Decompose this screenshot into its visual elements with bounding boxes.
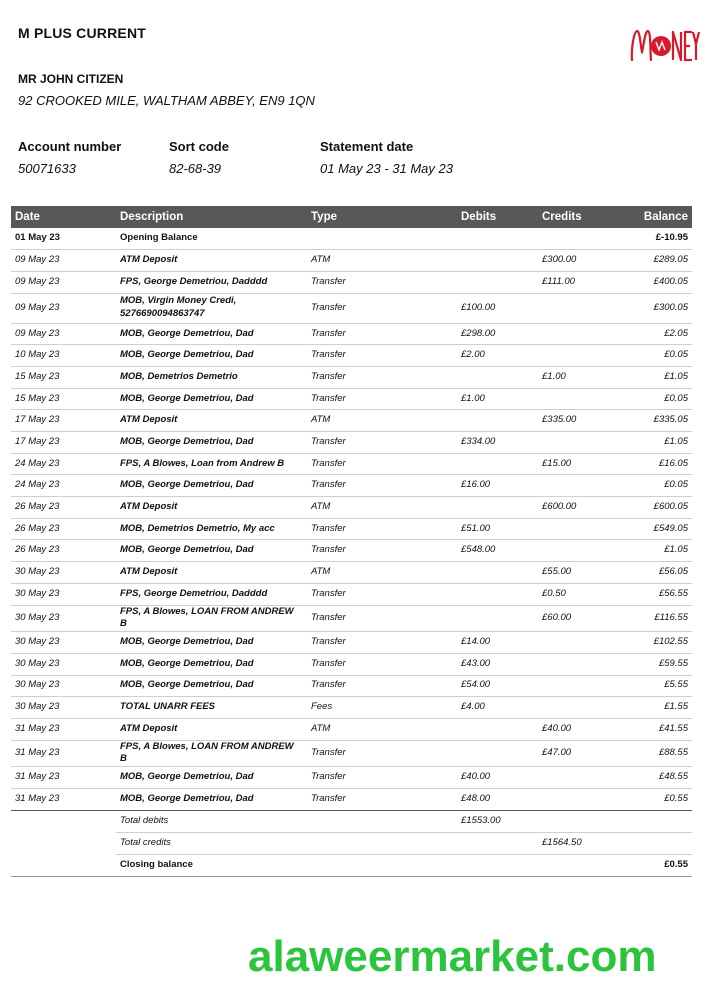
transaction-debit: [457, 740, 538, 767]
total-debits-label: Total debits: [116, 810, 307, 832]
transaction-balance: £0.55: [619, 788, 692, 810]
transaction-type: Transfer: [307, 518, 457, 540]
total-credits-label: Total credits: [116, 832, 307, 854]
transaction-date: 31 May 23: [11, 718, 116, 740]
transaction-credit: [538, 675, 619, 697]
transaction-description: FPS, George Demetriou, Dadddd: [116, 583, 307, 605]
transaction-balance: £335.05: [619, 410, 692, 432]
transaction-type: Transfer: [307, 540, 457, 562]
transaction-type: Transfer: [307, 453, 457, 475]
transaction-description: MOB, George Demetriou, Dad: [116, 323, 307, 345]
transaction-type: Transfer: [307, 432, 457, 454]
transaction-credit: £55.00: [538, 562, 619, 584]
transaction-debit: [457, 605, 538, 632]
transaction-credit: £0.50: [538, 583, 619, 605]
table-row: [11, 345, 692, 367]
total-credits-row: [11, 832, 692, 854]
transaction-date: 30 May 23: [11, 675, 116, 697]
virgin-money-logo: [628, 20, 700, 66]
transaction-debit: £54.00: [457, 675, 538, 697]
transaction-type: ATM: [307, 497, 457, 519]
sort-code-value: 82-68-39: [169, 161, 222, 176]
closing-balance-value: £0.55: [619, 854, 692, 876]
table-row: [11, 540, 692, 562]
closing-balance-row: [11, 854, 692, 876]
product-name: M PLUS CURRENT: [18, 25, 147, 41]
transaction-type: Transfer: [307, 388, 457, 410]
transaction-credit: [538, 388, 619, 410]
sort-code-label: Sort code: [169, 139, 229, 154]
table-row: [11, 718, 692, 740]
transaction-debit: [457, 497, 538, 519]
opening-date: 01 May 23: [11, 228, 116, 250]
transaction-balance: £5.55: [619, 675, 692, 697]
account-holder-name: MR JOHN CITIZEN: [18, 72, 124, 86]
transaction-description: FPS, A Blowes, LOAN FROM ANDREW B: [116, 605, 307, 632]
transaction-date: 30 May 23: [11, 583, 116, 605]
transaction-type: Transfer: [307, 653, 457, 675]
transaction-description: ATM Deposit: [116, 250, 307, 272]
table-row: [11, 250, 692, 272]
table-row: [11, 410, 692, 432]
transaction-debit: £40.00: [457, 767, 538, 789]
table-row: [11, 323, 692, 345]
transaction-balance: £48.55: [619, 767, 692, 789]
transaction-balance: £2.05: [619, 323, 692, 345]
transaction-date: 09 May 23: [11, 250, 116, 272]
transaction-credit: [538, 518, 619, 540]
transaction-date: 30 May 23: [11, 605, 116, 632]
transaction-debit: £548.00: [457, 540, 538, 562]
account-number-label: Account number: [18, 139, 122, 154]
transaction-description: ATM Deposit: [116, 562, 307, 584]
table-header-row: [11, 206, 692, 228]
transaction-description: MOB, Demetrios Demetrio, My acc: [116, 518, 307, 540]
transaction-type: Transfer: [307, 632, 457, 654]
transaction-balance: £88.55: [619, 740, 692, 767]
column-header-description: Description: [116, 206, 307, 228]
column-header-debits: Debits: [457, 206, 538, 228]
transaction-type: ATM: [307, 718, 457, 740]
transaction-type: Transfer: [307, 271, 457, 293]
transaction-description: ATM Deposit: [116, 718, 307, 740]
transaction-credit: £600.00: [538, 497, 619, 519]
transaction-description: MOB, Demetrios Demetrio: [116, 366, 307, 388]
transaction-balance: £1.05: [619, 432, 692, 454]
transaction-credit: [538, 788, 619, 810]
table-row: [11, 653, 692, 675]
transaction-type: Transfer: [307, 345, 457, 367]
transaction-date: 26 May 23: [11, 518, 116, 540]
transaction-description: MOB, George Demetriou, Dad: [116, 540, 307, 562]
transaction-balance: £0.05: [619, 345, 692, 367]
transaction-description: FPS, A Blowes, Loan from Andrew B: [116, 453, 307, 475]
table-row: [11, 497, 692, 519]
transaction-debit: [457, 410, 538, 432]
transaction-description: MOB, George Demetriou, Dad: [116, 675, 307, 697]
table-row: [11, 562, 692, 584]
account-number-block: [18, 139, 121, 176]
transaction-credit: £300.00: [538, 250, 619, 272]
transaction-type: Transfer: [307, 767, 457, 789]
transaction-date: 31 May 23: [11, 740, 116, 767]
transaction-type: Transfer: [307, 605, 457, 632]
transaction-date: 09 May 23: [11, 271, 116, 293]
transaction-type: Fees: [307, 697, 457, 719]
table-row: [11, 788, 692, 810]
transaction-balance: £56.55: [619, 583, 692, 605]
transaction-debit: £14.00: [457, 632, 538, 654]
transaction-debit: [457, 366, 538, 388]
transaction-date: 24 May 23: [11, 453, 116, 475]
transaction-credit: [538, 432, 619, 454]
transaction-type: ATM: [307, 250, 457, 272]
sort-code-block: [169, 139, 229, 176]
transaction-description: MOB, George Demetriou, Dad: [116, 432, 307, 454]
table-row: [11, 583, 692, 605]
statement-date-block: [320, 139, 453, 176]
column-header-balance: Balance: [619, 206, 692, 228]
transaction-credit: [538, 697, 619, 719]
transaction-balance: £102.55: [619, 632, 692, 654]
transaction-balance: £1.05: [619, 540, 692, 562]
transaction-debit: £334.00: [457, 432, 538, 454]
transaction-date: 09 May 23: [11, 293, 116, 323]
transaction-date: 17 May 23: [11, 410, 116, 432]
column-header-date: Date: [11, 206, 116, 228]
transaction-type: Transfer: [307, 583, 457, 605]
total-debits-value: £1553.00: [457, 810, 538, 832]
transaction-type: Transfer: [307, 293, 457, 323]
transaction-balance: £400.05: [619, 271, 692, 293]
table-row: [11, 293, 692, 323]
transaction-credit: [538, 540, 619, 562]
table-row: [11, 432, 692, 454]
transaction-description: FPS, George Demetriou, Dadddd: [116, 271, 307, 293]
transaction-date: 30 May 23: [11, 697, 116, 719]
transaction-debit: [457, 271, 538, 293]
table-row: [11, 605, 692, 632]
transaction-balance: £56.05: [619, 562, 692, 584]
table-row: [11, 366, 692, 388]
transaction-balance: £0.05: [619, 388, 692, 410]
transaction-type: Transfer: [307, 366, 457, 388]
transaction-date: 17 May 23: [11, 432, 116, 454]
transaction-description: MOB, George Demetriou, Dad: [116, 632, 307, 654]
table-row: [11, 767, 692, 789]
transaction-date: 09 May 23: [11, 323, 116, 345]
transaction-description: ATM Deposit: [116, 497, 307, 519]
table-row: [11, 388, 692, 410]
transaction-balance: £0.05: [619, 475, 692, 497]
transaction-type: ATM: [307, 410, 457, 432]
transaction-credit: £1.00: [538, 366, 619, 388]
transaction-type: Transfer: [307, 323, 457, 345]
transaction-balance: £549.05: [619, 518, 692, 540]
transaction-date: 10 May 23: [11, 345, 116, 367]
transaction-balance: £59.55: [619, 653, 692, 675]
transaction-balance: £1.55: [619, 697, 692, 719]
transaction-description: MOB, George Demetriou, Dad: [116, 653, 307, 675]
column-header-type: Type: [307, 206, 457, 228]
transaction-description: MOB, George Demetriou, Dad: [116, 767, 307, 789]
transaction-date: 30 May 23: [11, 632, 116, 654]
transaction-debit: £298.00: [457, 323, 538, 345]
transaction-type: Transfer: [307, 475, 457, 497]
transaction-date: 30 May 23: [11, 653, 116, 675]
transaction-description: MOB, George Demetriou, Dad: [116, 388, 307, 410]
transaction-date: 31 May 23: [11, 767, 116, 789]
transaction-date: 26 May 23: [11, 540, 116, 562]
watermark-text: alaweermarket.com: [248, 932, 657, 981]
transaction-debit: £2.00: [457, 345, 538, 367]
transaction-balance: £289.05: [619, 250, 692, 272]
total-credits-value: £1564.50: [538, 832, 619, 854]
transaction-description: MOB, George Demetriou, Dad: [116, 345, 307, 367]
transaction-credit: £335.00: [538, 410, 619, 432]
transaction-credit: £40.00: [538, 718, 619, 740]
account-number-value: 50071633: [18, 161, 76, 176]
statement-date-value: 01 May 23 - 31 May 23: [320, 161, 453, 176]
transaction-debit: £100.00: [457, 293, 538, 323]
transaction-debit: £43.00: [457, 653, 538, 675]
statement-date-label: Statement date: [320, 139, 414, 154]
transaction-type: Transfer: [307, 675, 457, 697]
transaction-date: 15 May 23: [11, 388, 116, 410]
transaction-description: MOB, George Demetriou, Dad: [116, 475, 307, 497]
transaction-date: 30 May 23: [11, 562, 116, 584]
transaction-credit: [538, 475, 619, 497]
transaction-balance: £16.05: [619, 453, 692, 475]
transaction-debit: [457, 453, 538, 475]
closing-balance-label: Closing balance: [116, 854, 307, 876]
transaction-debit: [457, 562, 538, 584]
transaction-debit: £51.00: [457, 518, 538, 540]
account-holder-address: 92 CROOKED MILE, WALTHAM ABBEY, EN9 1QN: [18, 93, 315, 108]
transaction-balance: £600.05: [619, 497, 692, 519]
transaction-credit: £15.00: [538, 453, 619, 475]
opening-description: Opening Balance: [116, 228, 307, 250]
table-row: [11, 697, 692, 719]
table-row: [11, 632, 692, 654]
transaction-credit: £60.00: [538, 605, 619, 632]
transaction-type: Transfer: [307, 788, 457, 810]
transaction-credit: [538, 632, 619, 654]
opening-balance-value: £-10.95: [619, 228, 692, 250]
transaction-balance: £116.55: [619, 605, 692, 632]
table-row: [11, 271, 692, 293]
transaction-date: 24 May 23: [11, 475, 116, 497]
transaction-debit: £16.00: [457, 475, 538, 497]
transaction-credit: £47.00: [538, 740, 619, 767]
opening-balance-row: [11, 228, 692, 250]
transaction-description: MOB, Virgin Money Credi, 5276690094863747: [116, 293, 307, 323]
transactions-table: [11, 206, 692, 877]
transaction-type: ATM: [307, 562, 457, 584]
transaction-description: TOTAL UNARR FEES: [116, 697, 307, 719]
transaction-credit: [538, 293, 619, 323]
transaction-description: ATM Deposit: [116, 410, 307, 432]
transaction-credit: [538, 653, 619, 675]
transaction-balance: £300.05: [619, 293, 692, 323]
transaction-date: 15 May 23: [11, 366, 116, 388]
total-debits-row: [11, 810, 692, 832]
transaction-type: Transfer: [307, 740, 457, 767]
transaction-description: MOB, George Demetriou, Dad: [116, 788, 307, 810]
transaction-credit: [538, 767, 619, 789]
table-row: [11, 475, 692, 497]
transaction-debit: £4.00: [457, 697, 538, 719]
transaction-debit: £48.00: [457, 788, 538, 810]
transaction-credit: [538, 323, 619, 345]
table-row: [11, 518, 692, 540]
transaction-debit: [457, 250, 538, 272]
transaction-balance: £1.05: [619, 366, 692, 388]
transaction-description: FPS, A Blowes, LOAN FROM ANDREW B: [116, 740, 307, 767]
transaction-credit: [538, 345, 619, 367]
table-row: [11, 740, 692, 767]
transaction-date: 26 May 23: [11, 497, 116, 519]
table-row: [11, 453, 692, 475]
transaction-balance: £41.55: [619, 718, 692, 740]
transaction-debit: [457, 583, 538, 605]
transaction-debit: [457, 718, 538, 740]
transaction-credit: £111.00: [538, 271, 619, 293]
table-row: [11, 675, 692, 697]
column-header-credits: Credits: [538, 206, 619, 228]
transaction-debit: £1.00: [457, 388, 538, 410]
transaction-date: 31 May 23: [11, 788, 116, 810]
